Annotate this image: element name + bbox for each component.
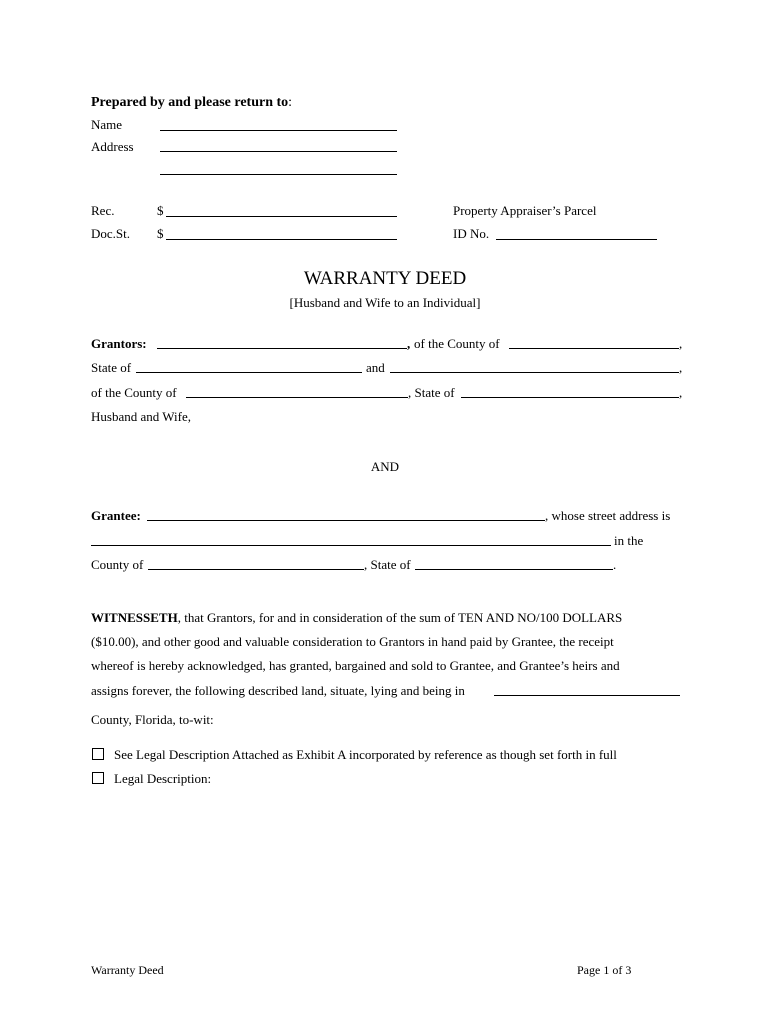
grantors-county-field[interactable] (509, 348, 679, 349)
grantors-state-label: State of (91, 360, 132, 375)
address-field-line-2[interactable] (160, 174, 397, 175)
grantors-comma: , (407, 336, 411, 351)
grantors-state2-comma: , (679, 385, 683, 400)
legal-description-checkbox[interactable] (92, 772, 104, 784)
grantee-period: . (613, 557, 617, 572)
exhibit-a-label: See Legal Description Attached as Exhibit A incorporated by reference as though set forth in full (114, 747, 617, 762)
prepared-by-heading (91, 95, 292, 111)
name-field[interactable] (160, 130, 397, 131)
grantee-label: Grantee: (91, 508, 141, 523)
prepared-by-text: Prepared by and please return to (91, 95, 289, 110)
grantee-street-label: , whose street address is (545, 508, 671, 523)
witness-line-2: ($10.00), and other good and valuable consideration to Grantors in hand paid by Grantee, the receipt (91, 634, 614, 649)
husband-wife-text: Husband and Wife, (91, 409, 191, 424)
witness-county-field[interactable] (494, 695, 680, 696)
grantors-second-name-field[interactable] (390, 372, 679, 373)
grantee-state-field[interactable] (415, 569, 613, 570)
grantors-county-comma: , (679, 336, 683, 351)
grantors-state2-label: , State of (408, 385, 455, 400)
grantors-state2-field[interactable] (461, 397, 679, 398)
witnesseth-heading: WITNESSETH (91, 610, 178, 625)
prepared-by-colon: : (288, 95, 293, 110)
document-subtitle: [Husband and Wife to an Individual] (289, 295, 481, 310)
rec-label: Rec. (91, 203, 115, 218)
address-field-line-1[interactable] (160, 151, 397, 152)
docst-label: Doc.St. (91, 226, 130, 241)
parcel-id-field[interactable] (496, 239, 657, 240)
exhibit-a-checkbox[interactable] (92, 748, 104, 760)
parcel-label: Property Appraiser’s Parcel (453, 203, 597, 218)
grantors-county-label: of the County of (414, 336, 500, 351)
grantors-and-label: and (366, 360, 385, 375)
grantee-name-field[interactable] (147, 520, 545, 521)
grantors-name-field[interactable] (157, 348, 407, 349)
docst-amount-field[interactable] (166, 239, 397, 240)
parcel-id-label: ID No. (453, 226, 490, 241)
grantee-county-label: County of (91, 557, 144, 572)
grantee-address-field[interactable] (91, 545, 611, 546)
grantors-second-comma: , (679, 360, 683, 375)
address-label: Address (91, 139, 134, 154)
docst-dollar-sign: $ (157, 226, 164, 241)
grantors-label: Grantors: (91, 336, 147, 351)
witness-line-4: assigns forever, the following described land, situate, lying and being in (91, 683, 465, 698)
legal-description-label: Legal Description: (114, 771, 212, 786)
grantors-county2-label: of the County of (91, 385, 177, 400)
page-number: Page 1 of 3 (577, 963, 632, 977)
document-title: WARRANTY DEED (303, 268, 467, 289)
witness-line-3: whereof is hereby acknowledged, has granted, bargained and sold to Grantee, and Grantee’s heirs and (91, 658, 620, 673)
witness-line-1 (91, 610, 622, 626)
rec-dollar-sign: $ (157, 203, 164, 218)
witness-line-5: County, Florida, to-wit: (91, 712, 214, 727)
footer-title: Warranty Deed (91, 963, 164, 977)
grantors-state-field[interactable] (136, 372, 362, 373)
grantee-state-label: , State of (364, 557, 411, 572)
rec-amount-field[interactable] (166, 216, 397, 217)
name-label: Name (91, 117, 123, 132)
grantors-county2-field[interactable] (186, 397, 408, 398)
witness-line-1-text: , that Grantors, for and in consideration of the sum of TEN AND NO/100 DOLLARS (177, 610, 623, 625)
and-separator: AND (370, 459, 400, 474)
grantee-county-field[interactable] (148, 569, 364, 570)
grantee-in-the-label: in the (614, 533, 644, 548)
